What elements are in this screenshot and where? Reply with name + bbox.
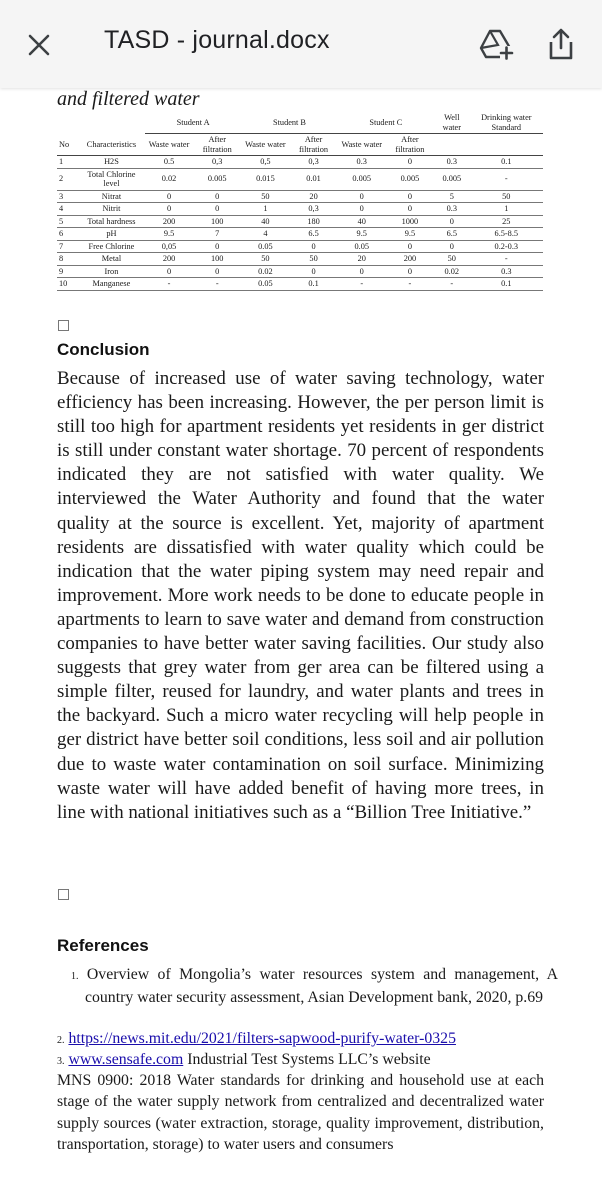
table-row xyxy=(57,240,543,253)
table-cell: 100 xyxy=(193,215,241,228)
reference-item-3: 3. www.sensafe.com Industrial Test Systems LLC’s website xyxy=(57,1051,431,1068)
table-cell: 50 xyxy=(470,190,543,203)
close-icon[interactable] xyxy=(22,28,56,62)
table-cell: - xyxy=(434,278,470,291)
col-no-header: No xyxy=(57,134,78,156)
conclusion-heading: Conclusion xyxy=(57,340,150,359)
table-cell: 0.05 xyxy=(338,240,386,253)
table-cell: 20 xyxy=(338,253,386,266)
row-number: 1 xyxy=(57,156,78,169)
table-cell: 40 xyxy=(241,215,289,228)
table-cell: 40 xyxy=(338,215,386,228)
table-cell: 6.5 xyxy=(289,228,337,241)
sub-header: Waste water xyxy=(145,134,193,156)
row-number: 6 xyxy=(57,228,78,241)
table-row xyxy=(57,253,543,266)
conclusion-paragraph: Because of increased use of water saving technology, water efficiency has been increasing. However, the per person limit is still too high for apartment residents yet residents in ger district is still under constant water shortage. 70 percent of respondents indicated they are not satisfied with water quality. We interviewed the Water Authority and found that the water quality at the source is excellent. Yet, majority of apartment residents are dissatisfied with water quality which could be indication that the water piping system may need repair and improvement. More work needs to be done to educate people in apartments to learn to save water and demand from construction companies to have better water saving facilities. Our study also suggests that grey water from ger area can be filtered using a simple filter, reused for laundry, and water plants and trees in the backyard. Such a micro water recycling will help people in ger district have better soil conditions, less soil and air pollution due to waste water contamination on soil surface. Minimizing waste water will have added benefit of having more trees, in line with national initiatives such as a “Billion Tree Initiative.” xyxy=(57,368,544,823)
table-cell: 0.1 xyxy=(470,156,543,169)
paragraph-marker-icon xyxy=(58,320,69,331)
row-characteristic: Metal xyxy=(78,253,145,266)
group-drinking-standard: Drinking water Standard xyxy=(470,112,543,134)
share-icon[interactable] xyxy=(546,26,576,62)
group-student-b: Student B xyxy=(241,112,337,134)
table-cell: 25 xyxy=(470,215,543,228)
row-number: 9 xyxy=(57,265,78,278)
table-cell: - xyxy=(386,278,434,291)
table-cell: 0 xyxy=(434,215,470,228)
row-characteristic: Manganese xyxy=(78,278,145,291)
table-cell: 50 xyxy=(241,253,289,266)
row-number: 3 xyxy=(57,190,78,203)
table-cell: 200 xyxy=(145,253,193,266)
row-characteristic: Total Chlorine level xyxy=(78,168,145,190)
col-characteristics-header: Characteristics xyxy=(78,134,145,156)
table-cell: 0.3 xyxy=(470,265,543,278)
sub-header: After filtration xyxy=(193,134,241,156)
table-row xyxy=(57,228,543,241)
table-cell: - xyxy=(193,278,241,291)
table-cell: 0.005 xyxy=(386,168,434,190)
table-cell: 100 xyxy=(193,253,241,266)
table-cell: 0.05 xyxy=(241,278,289,291)
table-cell: 0.1 xyxy=(470,278,543,291)
row-number: 5 xyxy=(57,215,78,228)
table-cell: 0.02 xyxy=(434,265,470,278)
table-cell: 0 xyxy=(145,265,193,278)
table-cell: 0.3 xyxy=(338,156,386,169)
table-cell: 9.5 xyxy=(386,228,434,241)
table-row xyxy=(57,156,543,169)
table-cell: 0 xyxy=(193,240,241,253)
table-cell: 180 xyxy=(289,215,337,228)
table-cell: 6.5-8.5 xyxy=(470,228,543,241)
table-cell: 7 xyxy=(193,228,241,241)
table-cell: 0 xyxy=(145,203,193,216)
table-cell: 0.015 xyxy=(241,168,289,190)
table-cell: - xyxy=(470,253,543,266)
sub-header: Waste water xyxy=(241,134,289,156)
row-number: 4 xyxy=(57,203,78,216)
table-cell: 0 xyxy=(338,190,386,203)
table-row xyxy=(57,265,543,278)
table-cell: 0 xyxy=(386,240,434,253)
table-cell: - xyxy=(145,278,193,291)
group-student-c: Student C xyxy=(338,112,434,134)
table-cell: 0.05 xyxy=(241,240,289,253)
reference-item-1: 1. Overview of Mongolia’s water resources system and management, A country water security assessment, Asian Development bank, 2020, p.69 xyxy=(71,966,558,1007)
table-cell: 0 xyxy=(386,156,434,169)
table-cell: 0.2-0.3 xyxy=(470,240,543,253)
section-heading-fragment: and filtered water xyxy=(57,88,200,110)
table-cell: 50 xyxy=(241,190,289,203)
table-cell: 0.005 xyxy=(434,168,470,190)
table-cell: 9.5 xyxy=(145,228,193,241)
reference-link-mit[interactable]: https://news.mit.edu/2021/filters-sapwood-purify-water-0325 xyxy=(68,1030,456,1047)
table-cell: 0 xyxy=(338,203,386,216)
table-cell: 200 xyxy=(386,253,434,266)
table-cell: 50 xyxy=(289,253,337,266)
row-characteristic: Total hardness xyxy=(78,215,145,228)
table-cell: 0 xyxy=(289,240,337,253)
table-cell: 0.005 xyxy=(193,168,241,190)
reference-link-sensafe[interactable]: www.sensafe.com xyxy=(68,1051,184,1068)
table-cell: 0.5 xyxy=(145,156,193,169)
sub-header: After filtration xyxy=(289,134,337,156)
table-cell: 0,05 xyxy=(145,240,193,253)
table-row xyxy=(57,215,543,228)
sub-header: After filtration xyxy=(386,134,434,156)
table-cell: - xyxy=(338,278,386,291)
sub-header: Waste water xyxy=(338,134,386,156)
row-number: 8 xyxy=(57,253,78,266)
row-characteristic: Nitrit xyxy=(78,203,145,216)
row-characteristic: H2S xyxy=(78,156,145,169)
row-characteristic: Iron xyxy=(78,265,145,278)
table-cell: 0 xyxy=(386,265,434,278)
table-row xyxy=(57,168,543,190)
table-cell: 0.3 xyxy=(434,156,470,169)
table-cell: 0,3 xyxy=(193,156,241,169)
table-cell: 9.5 xyxy=(338,228,386,241)
group-well-water: Well water xyxy=(434,112,470,134)
table-cell: 1 xyxy=(470,203,543,216)
document-title: TASD - journal.docx xyxy=(104,26,330,54)
table-cell: 6.5 xyxy=(434,228,470,241)
table-cell: 0,3 xyxy=(289,203,337,216)
add-to-drive-icon[interactable] xyxy=(478,26,514,62)
table-cell: 20 xyxy=(289,190,337,203)
table-cell: 0.01 xyxy=(289,168,337,190)
paragraph-marker-icon xyxy=(58,889,69,900)
table-cell: 0 xyxy=(193,203,241,216)
reference-item-4: MNS 0900: 2018 Water standards for drinking and household use at each stage of the water supply network from centralized and decentralized water supply sources (water extraction, storage, quality improvement, distribution, transportation, storage) to water users and consumers xyxy=(57,1072,544,1153)
table-cell: 0.02 xyxy=(241,265,289,278)
table-cell: 0.005 xyxy=(338,168,386,190)
table-cell: 0 xyxy=(338,265,386,278)
row-characteristic: Free Chlorine xyxy=(78,240,145,253)
water-quality-table xyxy=(57,112,543,291)
table-row xyxy=(57,278,543,291)
references-heading: References xyxy=(57,936,149,955)
app-top-bar xyxy=(0,0,602,88)
row-number: 2 xyxy=(57,168,78,190)
table-cell: 1000 xyxy=(386,215,434,228)
table-body xyxy=(57,156,543,291)
table-cell: 50 xyxy=(434,253,470,266)
table-cell: 4 xyxy=(241,228,289,241)
table-row xyxy=(57,190,543,203)
row-number: 10 xyxy=(57,278,78,291)
row-characteristic: pH xyxy=(78,228,145,241)
row-number: 7 xyxy=(57,240,78,253)
table-cell: - xyxy=(470,168,543,190)
table-cell: 0 xyxy=(193,190,241,203)
table-cell: 0 xyxy=(145,190,193,203)
table-cell: 0,3 xyxy=(289,156,337,169)
table-cell: 0.1 xyxy=(289,278,337,291)
table-cell: 0 xyxy=(434,240,470,253)
reference-item-2: 2. https://news.mit.edu/2021/filters-sapwood-purify-water-0325 xyxy=(57,1030,456,1047)
table-cell: 0 xyxy=(386,190,434,203)
table-cell: 5 xyxy=(434,190,470,203)
table-cell: 0 xyxy=(193,265,241,278)
table-cell: 0.02 xyxy=(145,168,193,190)
table-cell: 0.3 xyxy=(434,203,470,216)
table-cell: 1 xyxy=(241,203,289,216)
table-cell: 200 xyxy=(145,215,193,228)
table-row xyxy=(57,203,543,216)
table-cell: 0,5 xyxy=(241,156,289,169)
row-characteristic: Nitrat xyxy=(78,190,145,203)
table-cell: 0 xyxy=(289,265,337,278)
group-student-a: Student A xyxy=(145,112,241,134)
table-cell: 0 xyxy=(386,203,434,216)
